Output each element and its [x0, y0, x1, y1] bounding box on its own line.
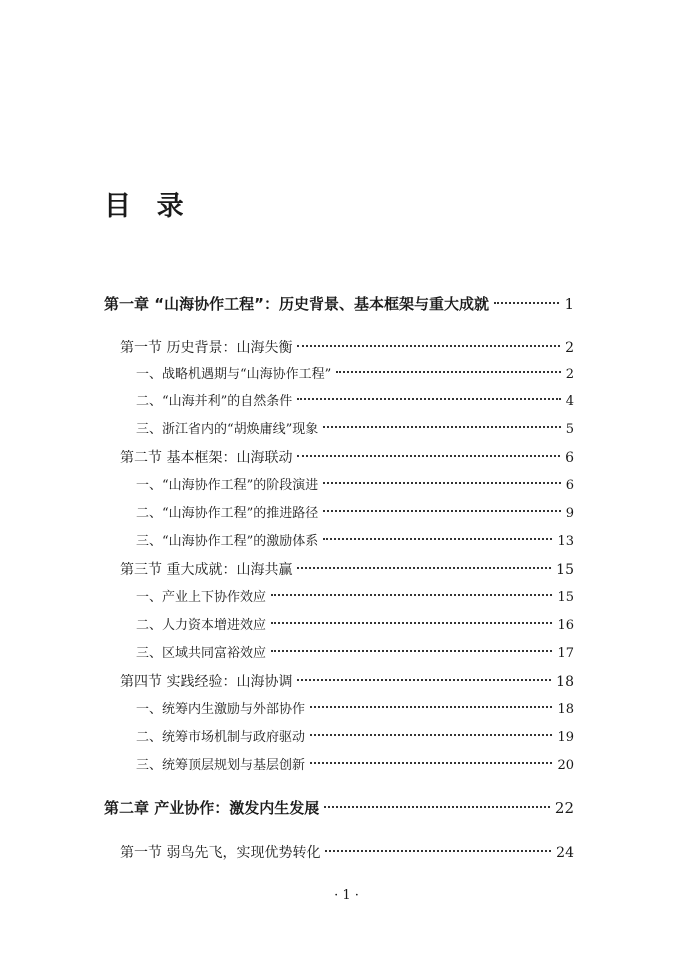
toc-entry-label: 三、浙江省内的“胡焕庸线”现象 [136, 422, 319, 437]
toc-entry-subsection[interactable] [136, 391, 574, 413]
toc-entry-page: 20 [557, 758, 574, 773]
toc-entry-page: 15 [556, 562, 574, 578]
toc-entry-page: 15 [557, 590, 574, 605]
toc-entry-label: 三、区域共同富裕效应 [136, 646, 267, 661]
toc-entry-label: 二、“山海并利”的自然条件 [136, 394, 293, 409]
toc-entry-page: 19 [557, 730, 574, 745]
toc-entry-label: 一、统筹内生激励与外部协作 [136, 702, 306, 717]
dot-leader [323, 510, 560, 512]
toc-entry-page: 22 [554, 799, 574, 817]
dot-leader [297, 345, 560, 347]
toc-entry-subsection[interactable] [136, 364, 574, 386]
toc-entry-label: 第三节 重大成就：山海共赢 [120, 562, 293, 578]
toc-entry-page: 6 [565, 450, 574, 466]
toc-entry-subsection[interactable] [136, 531, 574, 553]
dot-leader [271, 594, 552, 596]
dot-leader [310, 706, 552, 708]
toc-entry-page: 2 [565, 367, 574, 382]
dot-leader [336, 371, 560, 373]
toc-entry-page: 2 [565, 340, 574, 356]
toc-entry-label: 三、统筹顶层规划与基层创新 [136, 758, 306, 773]
toc-entry-page: 9 [565, 506, 574, 521]
toc-entry-label: 三、“山海协作工程”的激励体系 [136, 534, 319, 549]
toc-entry-label: 一、产业上下协作效应 [136, 590, 267, 605]
dot-leader [310, 762, 552, 764]
toc-entry-section[interactable] [120, 559, 574, 581]
toc-entry-section[interactable] [120, 842, 574, 864]
toc-entry-page: 5 [565, 422, 574, 437]
toc-title: 目 录 [104, 191, 192, 222]
toc-entry-page: 4 [565, 394, 574, 409]
toc-entry-label: 第一章 “山海协作工程”：历史背景、基本框架与重大成就 [104, 295, 489, 313]
toc-entry-page: 1 [564, 295, 574, 313]
dot-leader [271, 650, 552, 652]
toc-entry-subsection[interactable] [136, 615, 574, 637]
dot-leader [310, 734, 552, 736]
toc-entry-label: 第二章 产业协作：激发内生发展 [104, 799, 320, 817]
dot-leader [297, 679, 551, 681]
toc-entry-section[interactable] [120, 671, 574, 693]
dot-leader [325, 850, 551, 852]
toc-entry-section[interactable] [120, 337, 574, 359]
toc-entry-subsection[interactable] [136, 419, 574, 441]
toc-entry-page: 6 [565, 478, 574, 493]
toc-entry-subsection[interactable] [136, 727, 574, 749]
toc-entry-page: 16 [557, 618, 574, 633]
dot-leader [297, 567, 551, 569]
toc-entry-page: 13 [557, 534, 574, 549]
dot-leader [324, 806, 550, 808]
toc-entry-subsection[interactable] [136, 503, 574, 525]
dot-leader [494, 302, 560, 304]
page-number: · 1 · [334, 888, 359, 903]
toc-entry-subsection[interactable] [136, 699, 574, 721]
toc-entry-label: 一、“山海协作工程”的阶段演进 [136, 478, 319, 493]
toc-entry-page: 18 [557, 702, 574, 717]
toc-entry-label: 一、战略机遇期与“山海协作工程” [136, 367, 332, 382]
toc-entry-label: 第二节 基本框架：山海联动 [120, 450, 293, 466]
toc-entry-label: 第一节 弱鸟先飞，实现优势转化 [120, 845, 321, 861]
toc-entry-chapter-1[interactable] [104, 293, 574, 315]
toc-entry-page: 24 [556, 845, 574, 861]
toc-entry-label: 二、统筹市场机制与政府驱动 [136, 730, 306, 745]
dot-leader [323, 482, 560, 484]
dot-leader [297, 455, 560, 457]
dot-leader [323, 426, 560, 428]
toc-entry-label: 第一节 历史背景：山海失衡 [120, 340, 293, 356]
dot-leader [271, 622, 552, 624]
toc-entry-label: 二、人力资本增进效应 [136, 618, 267, 633]
dot-leader [297, 398, 560, 400]
toc-entry-subsection[interactable] [136, 475, 574, 497]
toc-entry-subsection[interactable] [136, 587, 574, 609]
toc-entry-label: 二、“山海协作工程”的推进路径 [136, 506, 319, 521]
toc-entry-section[interactable] [120, 447, 574, 469]
toc-entry-chapter-2[interactable] [104, 797, 574, 819]
toc-entry-label: 第四节 实践经验：山海协调 [120, 674, 293, 690]
toc-entry-subsection[interactable] [136, 643, 574, 665]
dot-leader [323, 538, 552, 540]
toc-entry-subsection[interactable] [136, 755, 574, 777]
toc-entry-page: 17 [557, 646, 574, 661]
toc-entry-page: 18 [556, 674, 574, 690]
